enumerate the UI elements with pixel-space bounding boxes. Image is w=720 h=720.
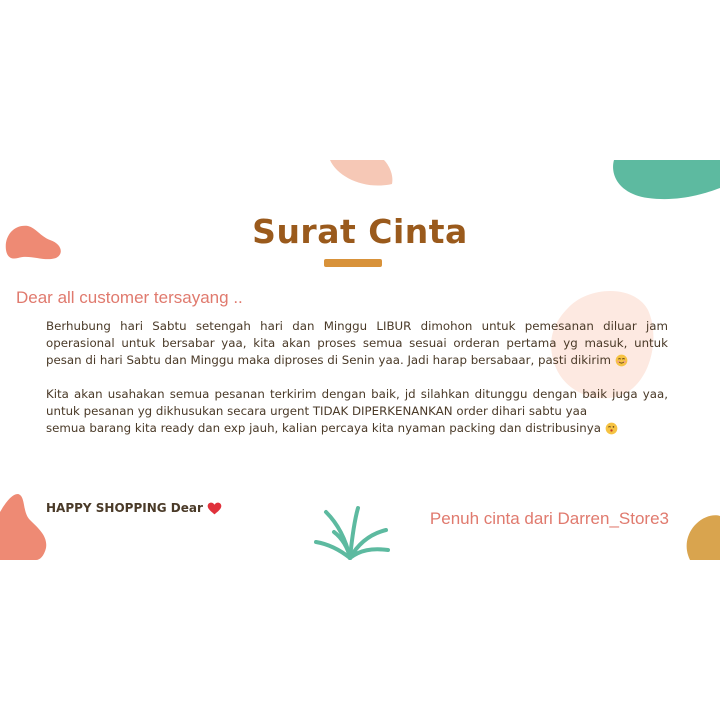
signature-text: Penuh cinta dari Darren_Store3 <box>429 509 669 528</box>
title-underline-divider <box>324 259 382 267</box>
paragraph-2-line-2: semua barang kita ready dan exp jauh, kalian percaya kita nyaman packing dan distribusinya <box>46 421 601 435</box>
smiling-face-icon <box>615 354 628 367</box>
letter-body <box>46 318 668 437</box>
greeting-text: Dear all customer tersayang .. <box>16 288 243 307</box>
paragraph-2 <box>46 386 668 420</box>
letter-card <box>0 160 720 560</box>
paragraph-spacer <box>46 369 668 386</box>
paragraph-2-line-1: Kita akan usahakan semua pesanan terkirim dengan baik, jd silahkan ditunggu dengan baik juga yaa, untuk pesanan yg dikhusukan secara urgent TIDAK DIPERKENANKAN order dihari sabtu yaa <box>46 387 668 418</box>
teal-blob-top-right-decoration <box>608 160 720 202</box>
paragraph-1-text: Berhubung hari Sabtu setengah hari dan Minggu LIBUR dimohon untuk pemesanan diluar jam operasional untuk bersabar yaa, kita akan proses semua sesuai orderan pertama yg masuk, untuk pesan di hari Sabtu dan Minggu maka diproses di Senin yaa. Jadi harap bersabaar, pasti dikirim <box>46 319 668 367</box>
page-title: Surat Cinta <box>252 212 468 251</box>
paragraph-2b <box>46 420 668 437</box>
gold-blob-bottom-right-decoration <box>684 512 720 560</box>
closing-text: HAPPY SHOPPING Dear <box>46 501 203 515</box>
peach-blob-top-decoration <box>326 160 396 188</box>
closing-line <box>46 501 222 515</box>
red-heart-icon <box>207 502 222 515</box>
winking-kiss-face-icon <box>605 422 618 435</box>
teal-grass-decoration <box>312 504 392 560</box>
paragraph-1 <box>46 318 668 369</box>
coral-leaf-bottom-left-decoration <box>0 492 50 560</box>
